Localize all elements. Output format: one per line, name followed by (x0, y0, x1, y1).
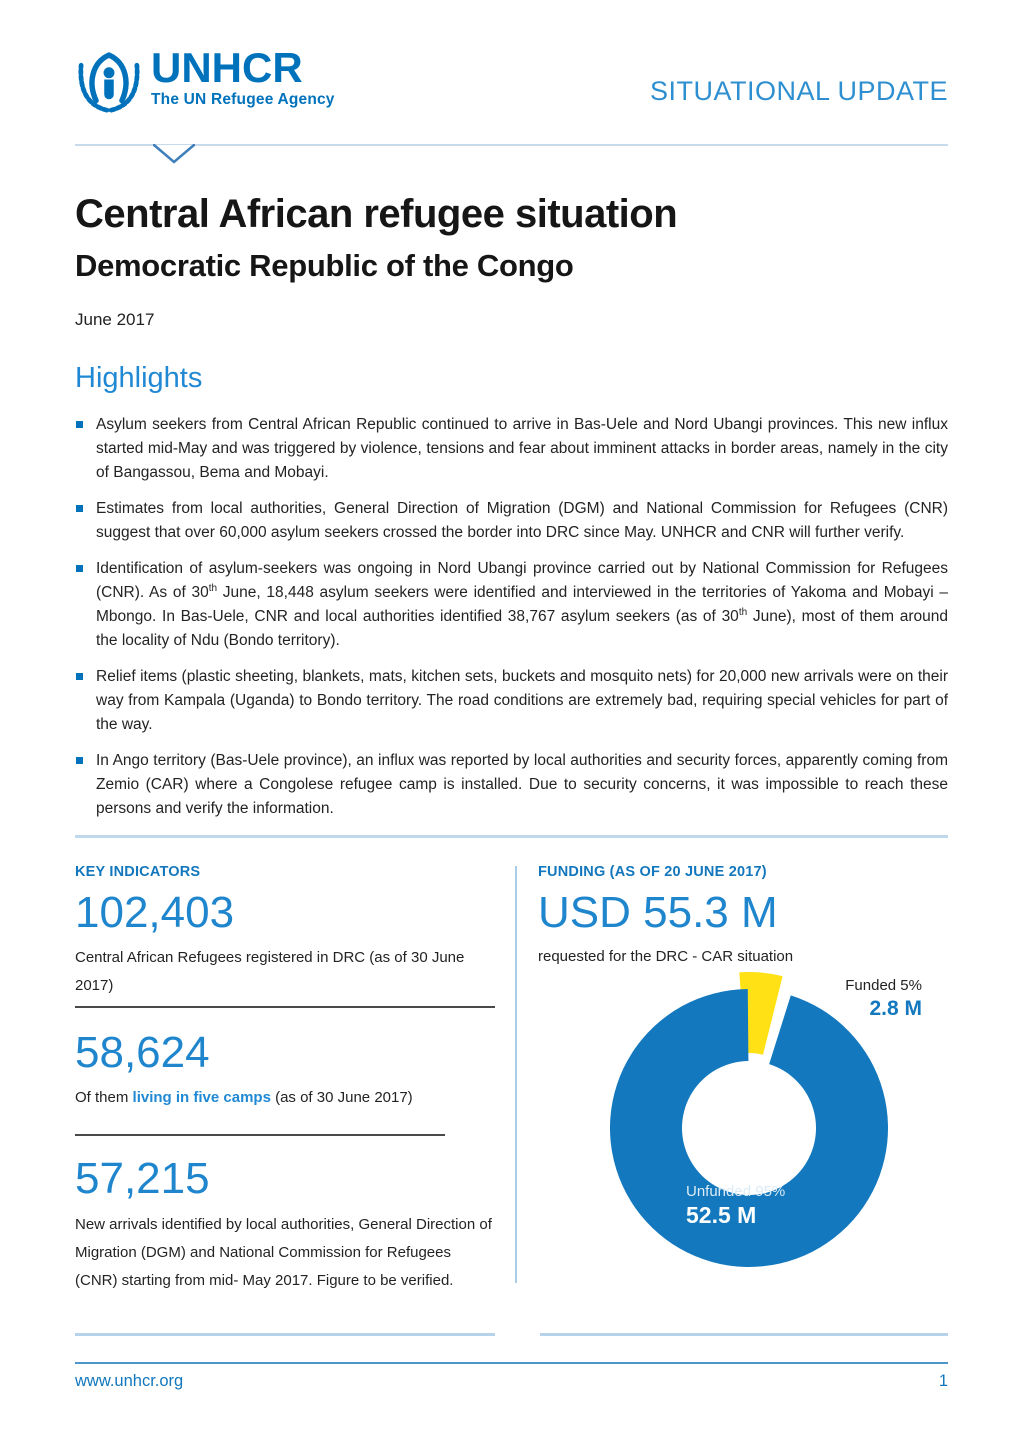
highlight-text: In Ango territory (Bas-Uele province), an influx was reported by local authorities and security forces, apparently coming from Zemio (CAR) where a Congolese refugee camp is installed. Due to security concerns, it was impossible to reach these persons and verify the information. (96, 752, 948, 817)
bullet-square-icon (76, 757, 83, 764)
footer-url-link[interactable]: www.unhcr.org (75, 1372, 184, 1390)
page-subtitle: Democratic Republic of the Congo (75, 248, 574, 283)
column-divider (515, 866, 517, 1283)
funding-chart (538, 967, 946, 1279)
bullet-square-icon (76, 673, 83, 680)
ordinal-suffix: th (208, 582, 218, 594)
brand-name: UNHCR (151, 44, 303, 91)
footer-column-rules (75, 1333, 948, 1336)
highlight-text: Identification of asylum-seekers was ongoing in Nord Ubangi province carried out by National Commission for Refugees (CNR). As of 30 (96, 560, 948, 601)
footer-left-rule (75, 1333, 495, 1336)
indicator-separator (75, 1006, 495, 1008)
unhcr-emblem-icon (75, 42, 143, 113)
footer (75, 1372, 948, 1391)
unfunded-value: 52.5 M (686, 1202, 757, 1229)
stats-section (75, 864, 948, 1295)
key-indicators-heading: KEY INDICATORS (75, 864, 201, 880)
footer-rule (75, 1362, 948, 1364)
bullet-square-icon (76, 421, 83, 428)
highlight-text: Estimates from local authorities, General Direction of Migration (DGM) and National Commission for Refugees (CNR) suggest that over 60,000 asylum seekers crossed the border into DRC since May. UNHCR and CNR will further verify. (96, 500, 948, 541)
indicator-caption: New arrivals identified by local authorities, General Direction of Migration (DGM) and National Commission for Refugees (CNR) starting from mid- May 2017. Figure to be verified. (75, 1215, 492, 1289)
indicator-caption (75, 1084, 495, 1112)
key-indicators-column (75, 864, 495, 1295)
funding-amount: USD 55.3 M (538, 888, 778, 937)
highlights-heading: Highlights (75, 362, 203, 394)
indicator-value: 57,215 (75, 1154, 210, 1204)
caption-text: (as of 30 June 2017) (270, 1089, 413, 1107)
highlight-text: June, 18,448 asylum seekers were identified and interviewed in the territories of Yakoma and Mobayi – Mbongo. In Bas-Uele, CNR and local authorities identified 38,767 asylum seekers (as of 30 (96, 584, 948, 625)
unfunded-label-group (686, 1183, 785, 1229)
page-number: 1 (938, 1372, 948, 1390)
highlight-text: June), most of them around the locality of Ndu (Bondo territory). (96, 608, 948, 649)
highlight-item (75, 413, 948, 485)
highlight-text: Relief items (plastic sheeting, blankets, mats, kitchen sets, buckets and mosquito nets) for 20,000 new arrivals were on their way from Kampala (Uganda) to Bondo territory. The road conditions are extremely bad, requiring special vehicles for part of the way. (96, 668, 948, 733)
highlight-item (75, 665, 948, 737)
caption-text: Of them (75, 1089, 133, 1107)
masthead (75, 42, 948, 113)
funded-label-group (845, 977, 922, 1021)
funding-column (538, 864, 946, 1295)
highlight-item (75, 497, 948, 545)
footer-right-rule (540, 1333, 948, 1336)
indicator-caption: Central African Refugees registered in DRC (as of 30 June 2017) (75, 949, 465, 995)
page-title: Central African refugee situation (75, 192, 678, 236)
unfunded-label: Unfunded 95% (686, 1183, 786, 1201)
ordinal-suffix: th (738, 606, 748, 618)
section-divider (75, 835, 948, 838)
header-rule (75, 144, 948, 164)
bullet-square-icon (76, 505, 83, 512)
indicator-value: 102,403 (75, 888, 235, 937)
highlight-item (75, 557, 948, 653)
indicator-value: 58,624 (75, 1028, 210, 1078)
doc-type-label: SITUATIONAL UPDATE (649, 76, 948, 106)
funded-value: 2.8 M (869, 997, 922, 1021)
highlight-text: Asylum seekers from Central African Republic continued to arrive in Bas-Uele and Nord Ubangi provinces. This new influx started mid-May and was triggered by violence, tensions and fear about imminent attacks in border areas, namely in the city of Bangassou, Bema and Mobayi. (96, 416, 948, 481)
funded-label: Funded 5% (845, 977, 922, 995)
funding-caption: requested for the DRC - CAR situation (538, 948, 794, 966)
highlight-item (75, 749, 948, 821)
camps-link[interactable]: living in five camps (132, 1089, 271, 1107)
unhcr-logo (75, 42, 335, 113)
chevron-down-icon (153, 144, 195, 164)
brand-tagline: The UN Refugee Agency (151, 91, 335, 108)
bullet-square-icon (76, 565, 83, 572)
unhcr-logotype (151, 42, 335, 109)
funding-heading: FUNDING (AS OF 20 JUNE 2017) (538, 864, 767, 880)
highlights-list (75, 413, 948, 821)
indicator-separator (75, 1134, 445, 1136)
report-date: June 2017 (75, 310, 155, 329)
